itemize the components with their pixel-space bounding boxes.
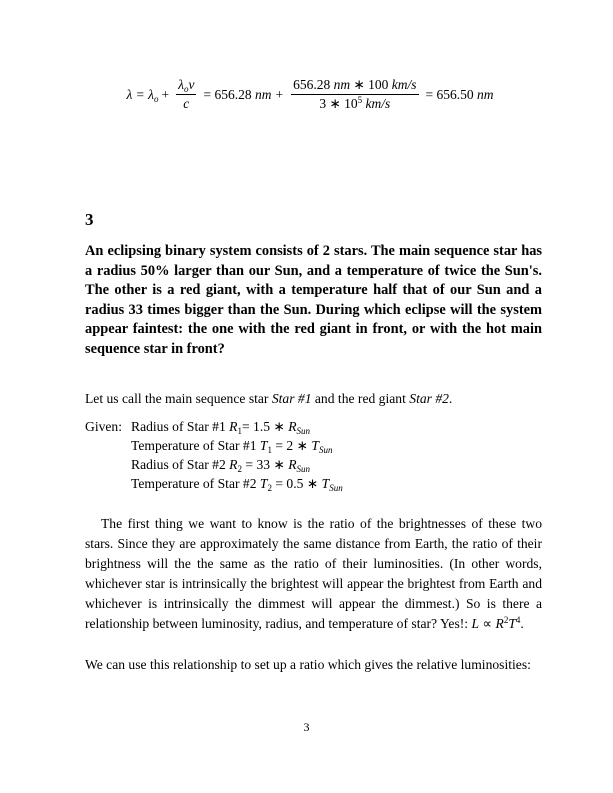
eq-frac1-numerator: $\lambda_ov$ — [178, 77, 195, 94]
eq-frac2-numerator: 656.28 nm ∗ 100 km/s — [291, 78, 418, 95]
eq-equals1: = 656.28 — [203, 86, 252, 102]
paragraph-ratio: We can use this relationship to set up a ratio which gives the relative luminosities: — [85, 657, 531, 672]
doppler-equation — [100, 78, 520, 111]
eq-lhs: $\lambda = \lambda_o$ — [126, 86, 159, 104]
page-number: 3 — [303, 720, 310, 734]
paragraph-luminosity: The first thing we want to know is the ratio of the brightnesses of these two stars. Since they are approximately the same distance from Earth, the ratio of their brightness will the the same as the ratio of their luminosities. (In other words, whichever star is intrinsically the brightest will appear the brightest from Earth and whichever is intrinsically the dimmest will appear the dimmest.) So is there a relationship between luminosity, radius, and temperature of star? Yes!: $L \propto R^2T^4$. — [85, 516, 542, 631]
star2-name: Star #2 — [409, 391, 449, 406]
eq-frac2-denominator: 3 ∗ $10^5$ km/s — [319, 95, 391, 111]
given-row: Given: Radius of Star #1 $R_1= 1.5$ ∗ $R_{Sun}$ — [85, 419, 311, 436]
eq-equals2: = 656.50 — [425, 86, 474, 102]
given-row: Temperature of Star #1 $T_1 = 2$ ∗ $T_{Sun}$ — [131, 438, 333, 455]
eq-frac1-denominator: c — [183, 96, 190, 111]
eq-fraction-2 — [291, 78, 418, 111]
eq-plus2: + — [275, 86, 284, 102]
section-number: 3 — [85, 210, 94, 229]
intro-sentence: Let us call the main sequence star Star #1 and the red giant Star #2. — [85, 391, 453, 406]
given-label: Given: — [85, 419, 122, 434]
eq-fraction-1 — [176, 78, 196, 111]
star1-name: Star #1 — [271, 391, 312, 406]
given-row: Temperature of Star #2 $T_2 = 0.5$ ∗ $T_{Sun}$ — [131, 476, 343, 493]
problem-statement: An eclipsing binary system consists of 2 stars. The main sequence star has a radius 50% larger than our Sun, and a temperature of twice the Sun's. The other is a red giant, with a temperature half that of our Sun and a radius 33 times bigger than the Sun. During which eclipse will the system appear faintest: the one with the red giant in front, or with the hot main sequence star in front? — [85, 243, 542, 357]
eq-unit1: nm — [254, 86, 272, 102]
eq-unit2: nm — [477, 86, 494, 102]
given-row: Radius of Star #2 $R_2 = 33$ ∗ $R_{Sun}$ — [131, 457, 311, 474]
eq-plus1: + — [161, 86, 170, 102]
given-list — [85, 417, 545, 493]
